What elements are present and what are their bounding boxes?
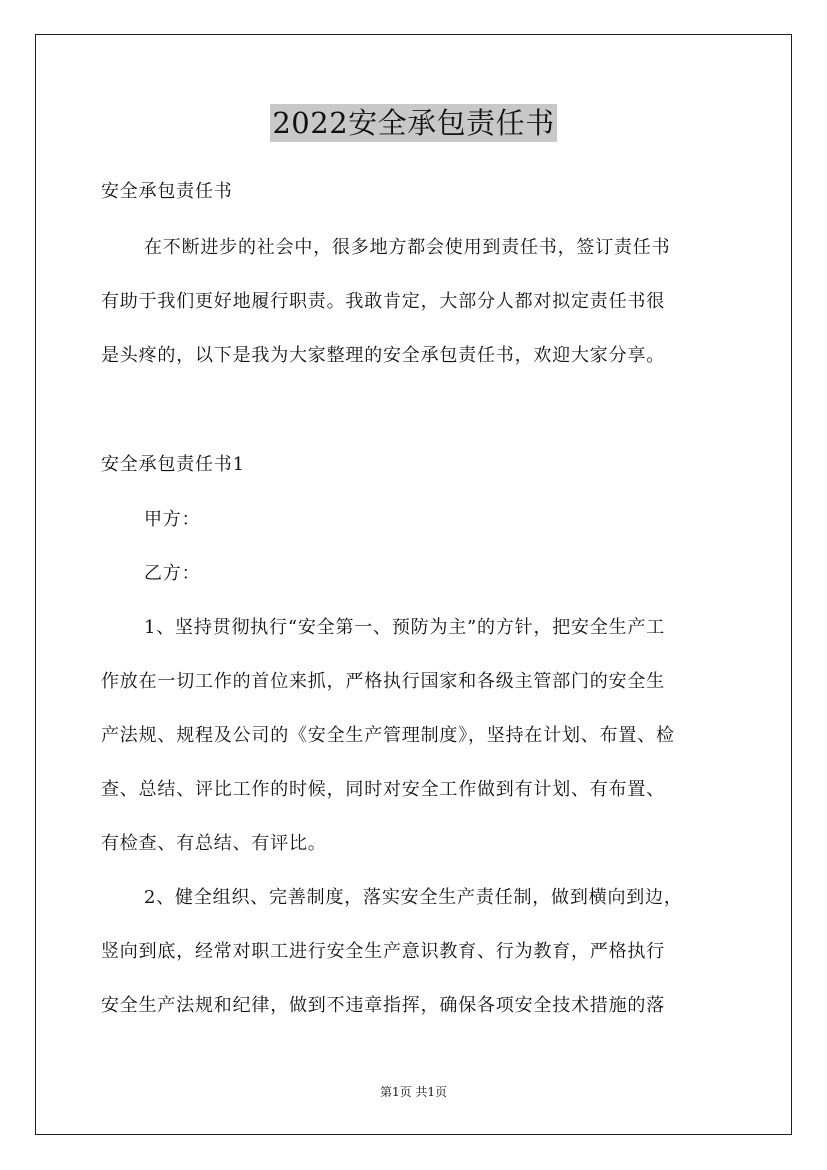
document-subtitle: 安全承包责任书 bbox=[101, 181, 233, 202]
clause2-line-2: 竖向到底，经常对职工进行安全生产意识教育、行为教育，严格执行 bbox=[101, 941, 665, 962]
document-title: 2022安全承包责任书 bbox=[272, 106, 555, 140]
clause2-line-3: 安全生产法规和纪律，做到不违章指挥，确保各项安全技术措施的落 bbox=[101, 995, 665, 1016]
clause1-line-4: 查、总结、评比工作的时候，同时对安全工作做到有计划、有布置、 bbox=[101, 779, 665, 800]
intro-line-3: 是头疼的，以下是我为大家整理的安全承包责任书，欢迎大家分享。 bbox=[101, 345, 665, 366]
title-wrap bbox=[0, 104, 827, 142]
clause1-line-2: 作放在一切工作的首位来抓，严格执行国家和各级主管部门的安全生 bbox=[101, 671, 665, 692]
clause1-line-5: 有检查、有总结、有评比。 bbox=[101, 833, 327, 854]
section-heading: 安全承包责任书1 bbox=[101, 454, 245, 475]
party-b-label: 乙方： bbox=[144, 563, 201, 584]
clause2-line-1: 2、健全组织、完善制度，落实安全生产责任制，做到横向到边， bbox=[144, 887, 683, 908]
party-a-label: 甲方： bbox=[144, 509, 201, 530]
intro-line-1: 在不断进步的社会中，很多地方都会使用到责任书，签订责任书 bbox=[144, 237, 671, 258]
clause1-line-3: 产法规、规程及公司的《安全生产管理制度》，坚持在计划、布置、检 bbox=[101, 725, 675, 746]
clause1-line-1: 1、坚持贯彻执行“安全第一、预防为主”的方针，把安全生产工 bbox=[144, 617, 666, 638]
page-footer: 第1页 共1页 bbox=[379, 1085, 448, 1099]
intro-line-2: 有助于我们更好地履行职责。我敢肯定，大部分人都对拟定责任书很 bbox=[101, 291, 665, 312]
